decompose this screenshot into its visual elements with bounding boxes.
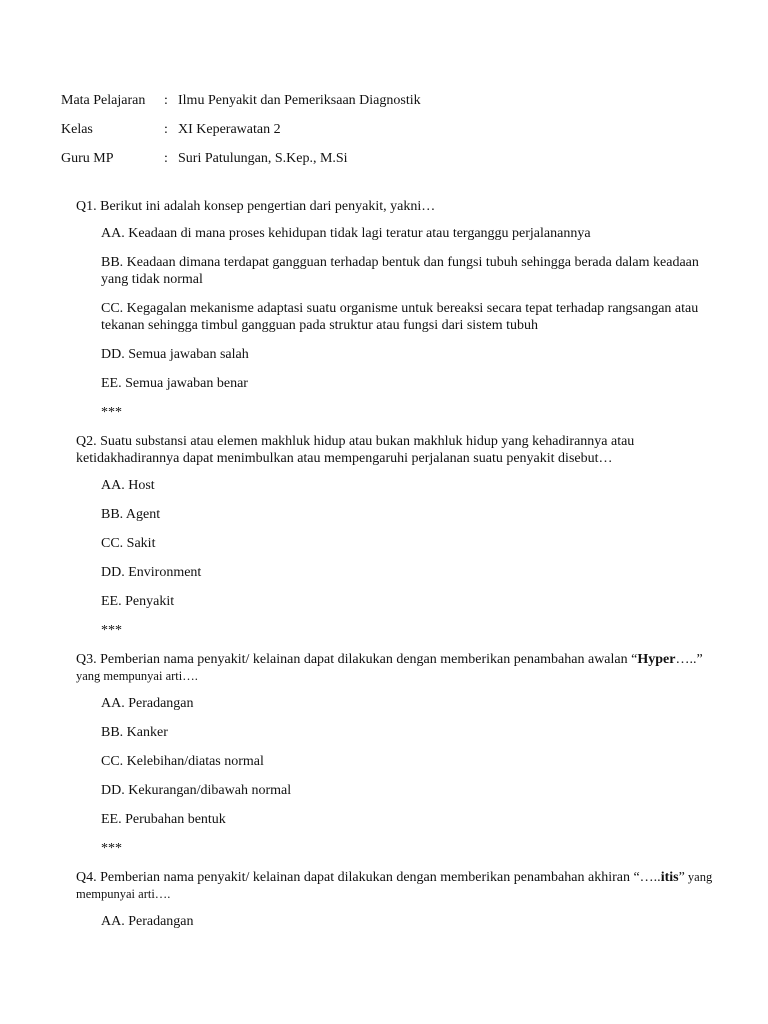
option-aa: AA. Peradangan xyxy=(101,914,194,929)
header-label: Mata Pelajaran xyxy=(61,93,146,108)
header-value: XI Keperawatan 2 xyxy=(178,122,281,137)
option-dd: DD. Environment xyxy=(101,565,202,580)
header-row-subject xyxy=(61,92,421,121)
question-separator: *** xyxy=(101,623,122,638)
question-2 xyxy=(76,433,716,639)
option-cc: CC. Sakit xyxy=(101,536,156,551)
question-text-mid: ” xyxy=(678,870,685,885)
question-4 xyxy=(76,869,716,930)
option-ee: EE. Perubahan bentuk xyxy=(101,812,226,827)
question-text xyxy=(76,651,716,685)
option-aa: AA. Keadaan di mana proses kehidupan tidak lagi teratur atau terganggu perjalanannya xyxy=(101,226,591,241)
question-text-pre: Q4. Pemberian nama penyakit/ kelainan dapat dilakukan dengan memberikan penambahan akhiran “….. xyxy=(76,870,661,885)
header-label: Kelas xyxy=(61,122,93,137)
question-text: Q2. Suatu substansi atau elemen makhluk hidup atau bukan makhluk hidup yang kehadirannya atau ketidakhadirannya dapat menimbulkan atau mempengaruhi perjalanan suatu penyakit disebut… xyxy=(76,434,635,466)
option-dd: DD. Semua jawaban salah xyxy=(101,347,249,362)
header-value: Ilmu Penyakit dan Pemeriksaan Diagnostik xyxy=(178,93,421,108)
header-colon: : xyxy=(164,93,168,108)
option-cc: CC. Kegagalan mekanisme adaptasi suatu organisme untuk bereaksi secara tepat terhadap rangsangan atau tekanan sehingga timbul gangguan pada struktur atau fungsi dari sistem tubuh xyxy=(101,301,699,333)
option-ee: EE. Penyakit xyxy=(101,594,175,609)
option-aa: AA. Peradangan xyxy=(101,696,194,711)
option-cc: CC. Kelebihan/diatas normal xyxy=(101,754,264,769)
header-row-teacher xyxy=(61,150,421,179)
question-3 xyxy=(76,651,716,857)
question-text: Q1. Berikut ini adalah konsep pengertian dari penyakit, yakni… xyxy=(76,199,436,214)
header-row-class xyxy=(61,121,421,150)
header-label: Guru MP xyxy=(61,151,114,166)
option-bb: BB. Kanker xyxy=(101,725,168,740)
question-separator: *** xyxy=(101,841,122,856)
header-value: Suri Patulungan, S.Kep., M.Si xyxy=(178,151,348,166)
option-bb: BB. Agent xyxy=(101,507,161,522)
question-text-post: yang mempunyai arti…. xyxy=(76,870,713,901)
header-colon: : xyxy=(164,122,168,137)
question-text-emphasis: Hyper xyxy=(637,652,676,667)
question-separator: *** xyxy=(101,405,122,420)
question-text-post: yang mempunyai arti…. xyxy=(76,669,198,683)
question-text-emphasis: itis xyxy=(660,870,679,885)
option-dd: DD. Kekurangan/dibawah normal xyxy=(101,783,292,798)
question-text-mid: …..” xyxy=(675,652,703,667)
option-ee: EE. Semua jawaban benar xyxy=(101,376,248,391)
question-text xyxy=(76,869,716,903)
question-1 xyxy=(76,198,716,421)
question-text-pre: Q3. Pemberian nama penyakit/ kelainan dapat dilakukan dengan memberikan penambahan awalan “ xyxy=(76,652,638,667)
option-aa: AA. Host xyxy=(101,478,155,493)
header-colon: : xyxy=(164,151,168,166)
document-header xyxy=(61,92,421,179)
option-bb: BB. Keadaan dimana terdapat gangguan terhadap bentuk dan fungsi tubuh sehingga berada dalam keadaan yang tidak normal xyxy=(101,255,699,287)
question-list xyxy=(76,198,716,942)
